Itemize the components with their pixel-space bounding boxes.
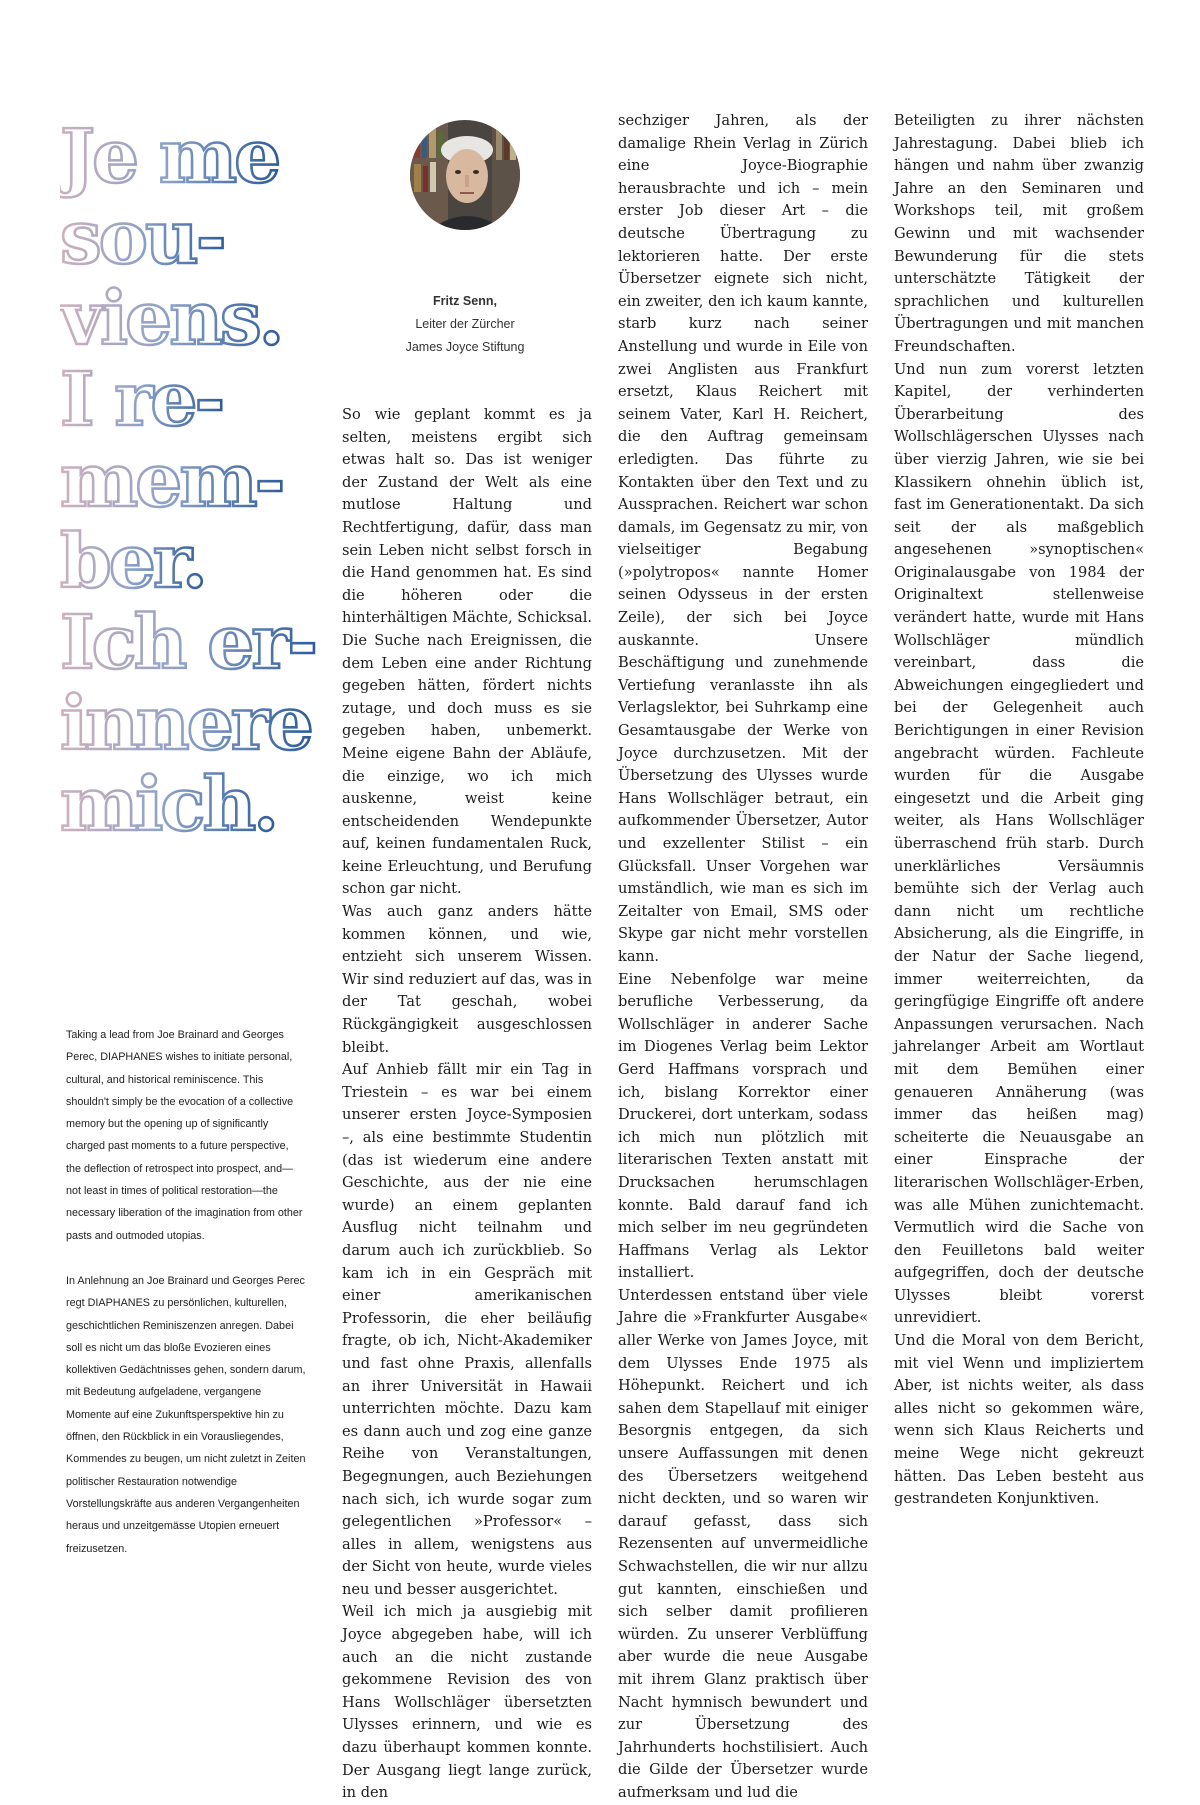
paragraph: Weil ich mich ja ausgiebig mit Joyce abgegeben habe, will ich auch an die nicht zustande gekommene Revision des von Hans Wollschläger übersetzten Ulysses erinnern, und wie es dazu überhaupt kommen konnte. Der Ausgang liegt lange zurück, in den — [342, 1603, 592, 1802]
paragraph: So wie geplant kommt es ja selten, meistens ergibt sich etwas halt so. Das ist weniger der Zustand der Welt als eine mutlose Haltung und Rechtfertigung, dafür, dass man sein Leben nicht selbst forsch in die Hand genommen hat. Es sind die höheren oder die hinterhältigen Mächte, Schicksal. Die Suche nach Ereignissen, die dem Leben eine ander Richtung gegeben hätten, fördert nichts zutage, und doch muss es sie gegeben haben, unbemerkt. Meine eigene Bahn der Abläufe, die einzige, wo ich mich auskenne, weist keine entscheidenden Wendepunkte auf, keinen fundamentalen Ruck, keine Erleuchtung, und Berufung schon gar nicht. — [342, 406, 593, 898]
paragraph: Was auch ganz anders hätte kommen können, und wie, entzieht sich unserem Wissen. Wir sind reduziert auf das, was in der Tat geschah, wobei Rückgängigkeit ausgeschlossen bleibt. — [342, 903, 592, 1056]
author-portrait — [410, 120, 520, 230]
headline-line-8: innere — [60, 681, 311, 767]
article-column-3 — [894, 110, 1144, 1511]
article-column-2 — [618, 110, 868, 1805]
headline-line-2: sou- — [60, 195, 224, 281]
article-column-1 — [342, 404, 592, 1805]
series-note-english — [66, 1024, 306, 1247]
headline-line-1: Je me — [60, 120, 279, 200]
outlined-headline — [60, 120, 340, 940]
series-note-german — [66, 1270, 306, 1560]
series-note-german-text: In Anlehnung an Joe Brainard und Georges Perec regt DIAPHANES zu persönlichen, kulturellen, geschichtlichen Reminiszenzen anregen. Dabei soll es nicht um das bloße Evozieren eines kollektiven Gedächtnisses gehen, sondern darum, mit Bedeutung aufgeladene, vergangene Momente auf eine Zukunftsperspektive hin zu öffnen, den Rückblick in ein Vorausliegendes, Kommendes zu beugen, um nicht zuletzt in Zeiten politischer Restauration notwendige Vorstellungskräfte aus anderen Vergangenheiten heraus und unzeitgemässe Utopien erneuert freizusetzen. — [66, 1275, 306, 1555]
paragraph: Auf Anhieb fällt mir ein Tag in Triestein – es war bei einem unserer ersten Joyce-Symposien –, als eine bestimmte Studentin (das ist wiederum eine andere Geschichte, aus der nie eine wurde) an einem geplanten Ausflug nicht teilnahm und darum auch ich zurückblieb. So kam ich in ein Gespräch mit einer amerikanischen Professorin, die eher beiläufig fragte, ob ich, Nicht-Akademiker und fast ohne Praxis, allenfalls an ihrer Universität in Hawaii unterrichten möchte. Dazu kam es dann auch und zog eine ganze Reihe von Veranstaltungen, Begegnungen, auch Beziehungen nach sich, ich wurde sogar zum gelegentlichen »Professor« – alles in allem, wenigstens aus der Sicht von heute, wurde vieles neu und besser ausgerichtet. — [342, 1061, 592, 1598]
paragraph: sechziger Jahren, als der damalige Rhein Verlag in Zürich eine Joyce-Biographie herausbrachte und ich – mein erster Job dieser Art – die deutsche Übertragung zu lektorieren hatte. Der erste Übersetzer eignete sich nicht, ein zweiter, den ich kaum kannte, starb kurz nach seiner Anstellung und wurde in Eile von zwei Anglisten aus Frankfurt ersetzt, Klaus Reichert mit seinem Vater, Karl H. Reichert, die den Auftrag gemeinsam erledigten. Das führte zu Kontakten über den Text und zu Aussprachen. Reichert war schon damals, im Gegensatz zu mir, von vielseitiger Begabung (»polytropos« nannte Homer seinen Odysseus in der ersten Zeile), der sich bei Joyce auskannte. Unsere Beschäftigung und zunehmende Vertiefung veranlasste ihn als Verlagslektor, bei Suhrkamp eine Gesamtausgabe der Werke von Joyce durchzusetzen. Mit der Übersetzung des Ulysses wurde Hans Wollschläger betraut, ein aufkommender Übersetzer, Autor und exzellenter Stilist – ein Glücksfall. Unser Vorgehen war umständlich, wie man es sich im Zeitalter von Email, SMS oder Skype gar nicht mehr vorstellen kann. — [618, 112, 868, 965]
headline-line-3: viens. — [60, 276, 282, 362]
portrait-caption — [340, 290, 590, 359]
headline-line-9: mich. — [60, 762, 277, 848]
headline-line-4: I re- — [60, 357, 223, 443]
caption-role: Leiter der Zürcher — [415, 317, 515, 331]
paragraph: Und die Moral von dem Bericht, mit viel Wenn und impliziertem Aber, ist nichts weiter, als dass alles nicht so gekommen wäre, wenn sich Klaus Reicherts und meine Wege nicht gekreuzt hätten. Das Leben besteht aus gestrandeten Konjunktiven. — [894, 1332, 1144, 1508]
paragraph: Eine Nebenfolge war meine berufliche Verbesserung, da Wollschläger in anderer Sache im Diogenes Verlag beim Lektor Gerd Haffmans vorsprach und ich, bislang Korrektor einer Druckerei, dort unterkam, sodass ich mich nun plötzlich mit literarischen Texten anstatt mit Drucksachen herumschlagen konnte. Bald darauf fand ich mich selber im neu gegründeten Haffmans Verlag als Lektor installiert. — [618, 970, 868, 1282]
headline-line-5: mem- — [60, 438, 283, 524]
paragraph: Und nun zum vorerst letzten Kapitel, der verhinderten Überarbeitung des Wollschlägerschen Ulysses nach über vierzig Jahren, wie sie bei Klassikern ohnehin üblich ist, fast im Generationentakt. Da sich seit der als maßgeblich angesehenen »synoptischen« Originalausgabe von 1984 der Originaltext stellenweise verändert hatte, wurde mit Hans Wollschläger mündlich vereinbart, dass die Abweichungen eingegliedert und bei der Gelegenheit auch Berichtigungen in einer Revision angebracht würden. Fachleute wurden für die Ausgabe eingesetzt und die Arbeit ging weiter, als Hans Wollschläger überraschend früh starb. Durch unerklärliches Versäumnis bemühte sich der Verlag auch dann nicht um rechtliche Absicherung, als die Eingriffe, in der Natur der Sache liegend, immer weiterreichten, da geringfügige Eingriffe oft andere Anpassungen verursachen. Nach jahrelanger Arbeit am Wortlaut mit dem Bemühen einer genaueren Annäherung (was immer das heißen mag) scheiterte die Neuausgabe an einer Einsprache der literarischen Wollschläger-Erben, was alle Mühen zunichtemacht. Vermutlich wird die Sache von den Feuilletons bald weiter aufgegriffen, doch der deutsche Ulysses bleibt vorerst unrevidiert. — [894, 360, 1144, 1327]
headline-line-7: Ich er- — [60, 600, 316, 686]
series-note-english-text: Taking a lead from Joe Brainard and Georges Perec, DIAPHANES wishes to initiate personal, cultural, and historical reminiscence. This shouldn't simply be the evocation of a collective memory but the opening up of significantly charged past moments to a future perspective, the deflection of retrospect into prospect, and—not least in times of political restoration—the necessary liberation of the imagination from other pasts and outmoded utopias. — [66, 1029, 303, 1242]
paragraph: Beteiligten zu ihrer nächsten Jahrestagung. Dabei blieb ich hängen und nahm über zwanzig Jahre an den Seminaren und Workshops teil, mit großem Gewinn und mit wachsender Bewunderung für die stets unterschätzte Tätigkeit der sprachlichen und kulturellen Übertragungen und mit manchen Freundschaften. — [894, 112, 1144, 355]
caption-organization: James Joyce Stiftung — [405, 340, 525, 354]
caption-name: Fritz Senn, — [433, 294, 497, 308]
headline-line-6: ber. — [60, 519, 205, 605]
paragraph: Unterdessen entstand über viele Jahre die »Frankfurter Ausgabe« aller Werke von James Joyce, mit dem Ulysses Ende 1975 als Höhepunkt. Reichert und ich sahen dem Stapellauf mit einiger Besorgnis entgegen, da sich unsere Auffassungen mit denen des Übersetzers weitgehend nicht deckten, und so waren wir darauf gefasst, dass sich Rezensenten auf unvermeidliche Schwachstellen, die wir nur allzu gut kannten, einschießen und sich selber damit profilieren würden. Zu unserer Verblüffung aber wurde die neue Ausgabe mit ihrem Glanz praktisch über Nacht hymnisch bewundert und zur Übersetzung des Jahrhunderts hochstilisiert. Auch die Gilde der Übersetzer wurde aufmerksam und lud die — [618, 1286, 868, 1801]
